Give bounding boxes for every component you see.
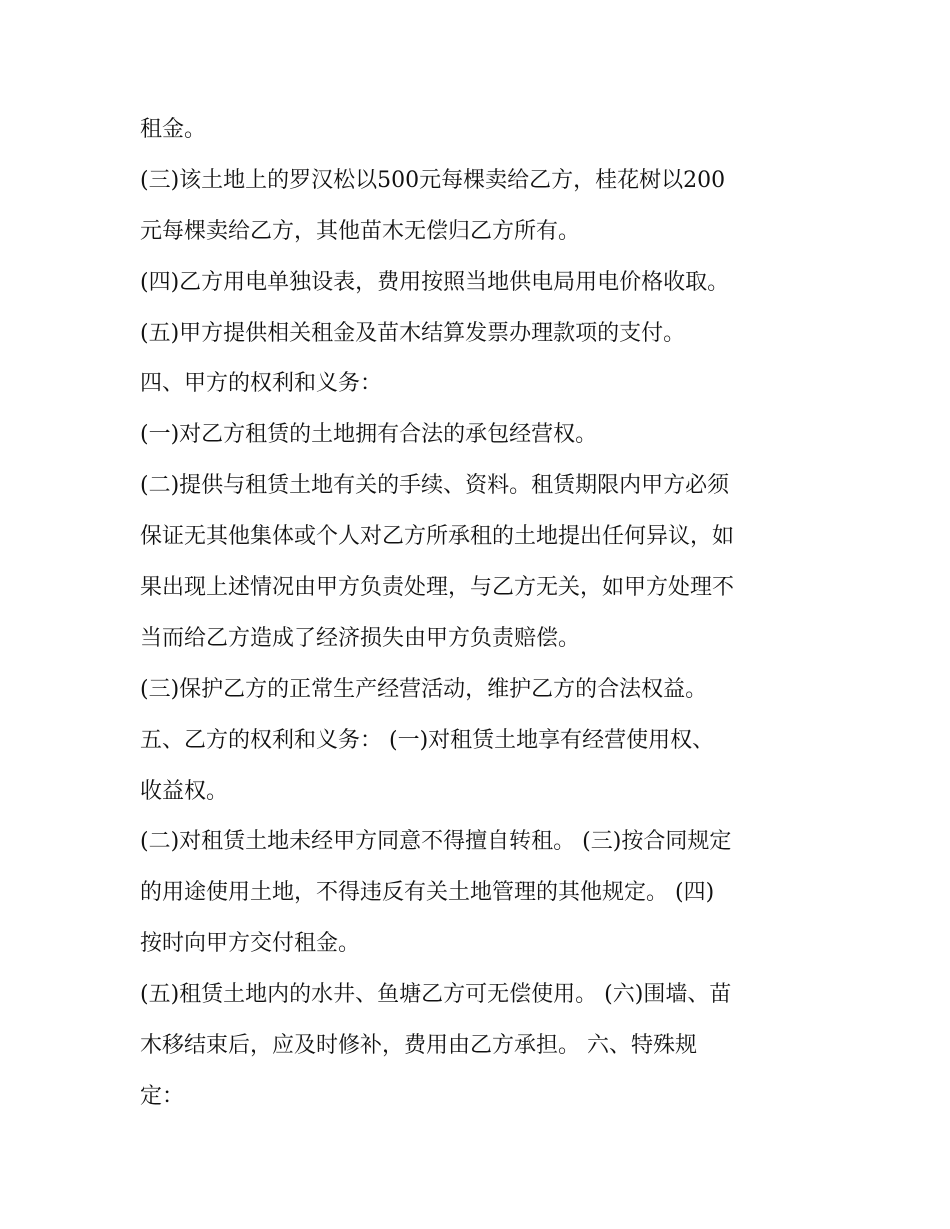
text-line: 木移结束后，应及时修补，费用由乙方承担。 六、特殊规 [140, 1033, 697, 1059]
text-line: (五)甲方提供相关租金及苗木结算发票办理款项的支付。 [140, 320, 686, 346]
text-line: 的用途使用土地，不得违反有关土地管理的其他规定。 (四) [140, 880, 715, 906]
text-line: 当而给乙方造成了经济损失由甲方负责赔偿。 [140, 625, 581, 651]
section-heading: 四、甲方的权利和义务： [140, 371, 383, 397]
text-line: 定： [140, 1083, 185, 1109]
text-line: (五)租赁土地内的水井、鱼塘乙方可无偿使用。 (六)围墙、苗 [140, 982, 732, 1008]
text-line: 保证无其他集体或个人对乙方所承租的土地提出任何异议，如 [140, 524, 735, 550]
text-line: (三)保护乙方的正常生产经营活动，维护乙方的合法权益。 [140, 676, 708, 702]
text-line: 果出现上述情况由甲方负责处理，与乙方无关，如甲方处理不 [140, 575, 735, 601]
text-line: 租金。 [140, 117, 207, 142]
document-body [140, 105, 820, 1123]
text-line: (四)乙方用电单独设表，费用按照当地供电局用电价格收取。 [140, 269, 730, 295]
text-line: (二)对租赁土地未经甲方同意不得擅自转租。 (三)按合同规定 [140, 829, 732, 855]
text-line: 收益权。 [140, 778, 229, 804]
text-line: 元每棵卖给乙方，其他苗木无偿归乙方所有。 [140, 218, 581, 244]
text-line: 按时向甲方交付租金。 [140, 931, 361, 957]
section-heading: 五、乙方的权利和义务： (一)对租赁土地享有经营使用权、 [140, 727, 715, 753]
text-line: (三)该土地上的罗汉松以500元每棵卖给乙方，桂花树以200 [140, 167, 726, 193]
text-line: (一)对乙方租赁的土地拥有合法的承包经营权。 [140, 422, 598, 448]
text-line: (二)提供与租赁土地有关的手续、资料。租赁期限内甲方必须 [140, 473, 730, 499]
